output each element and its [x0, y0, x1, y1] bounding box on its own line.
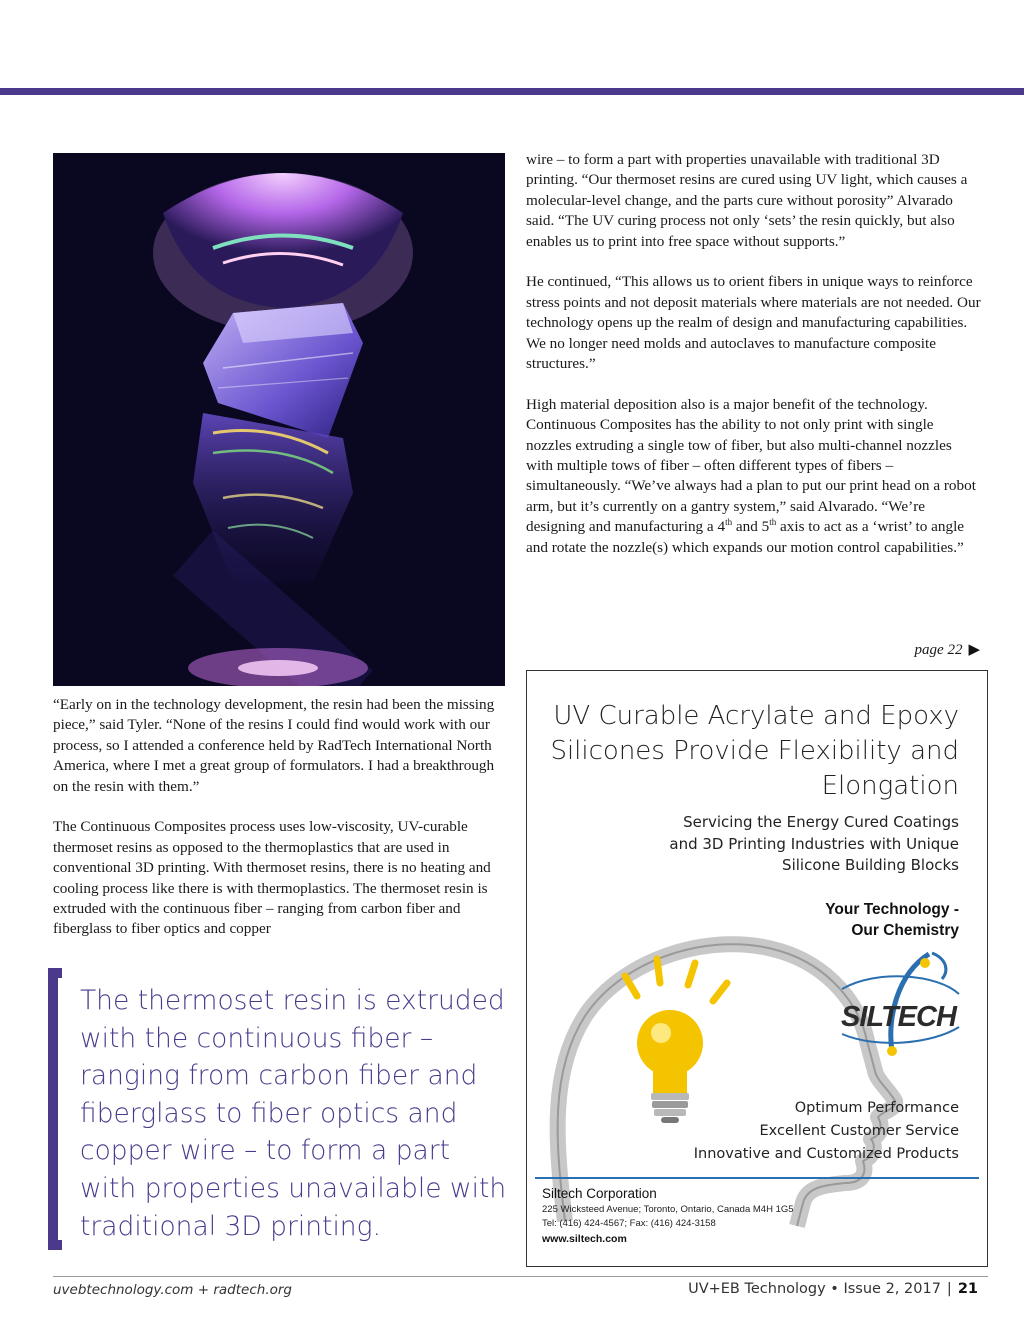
logo-wordmark: SILTECH: [841, 1001, 956, 1033]
ad-subheadline-line: Servicing the Energy Cured Coatings: [683, 813, 959, 831]
footer-publication-info: [688, 1281, 978, 1297]
article-paragraph: wire – to form a part with properties unavailable with traditional 3D printing. “Our thermoset resins are cured using UV light, which causes a molecular-level change, and the parts cure without porosity” Alvarado said. “The UV curing process not only ‘sets’ the resin quickly, but also enables us to print into free space without supports.”: [526, 151, 968, 250]
ad-company-name: Siltech Corporation: [542, 1186, 657, 1201]
ad-headline: UV Curable Acrylate and Epoxy Silicones Provide Flexibility and Elongation: [550, 701, 959, 801]
article-paragraph: “Early on in the technology development, the resin had been the missing piece,” said Tyler. “None of the resins I could find would work with our process, so I attended a conference held by RadTech International North America, where I met a great group of formulators. I had a breakthrough on the resin with them.”: [53, 696, 495, 795]
ad-tagline-line: Our Chemistry: [851, 922, 959, 939]
footer-separator: |: [946, 1281, 952, 1297]
ad-tagline-line: Your Technology -: [825, 901, 959, 918]
pull-quote-bracket: [48, 968, 62, 1250]
photo-illustration: [53, 153, 505, 686]
header-rule: [0, 88, 1024, 95]
article-photo: [53, 153, 505, 686]
article-right-column: [526, 150, 981, 578]
ad-phone: Tel: (416) 424-4567; Fax: (416) 424-3158: [542, 1218, 716, 1229]
ordinal-suffix: th: [725, 517, 733, 528]
continued-label: page 22: [914, 642, 963, 658]
article-paragraph: The Continuous Composites process uses low-viscosity, UV-curable thermoset resins as opposed to the thermoplastics that are used in conventional 3D printing. With thermoset resins, there is no heating and cooling process like there is with thermoplastics. The thermoset resin is extruded with the continuous fiber – ranging from carbon fiber and fiberglass to fiber optics and copper: [53, 818, 491, 938]
article-paragraph: [526, 395, 981, 558]
article-left-column: [53, 695, 508, 960]
footer-rule: [53, 1276, 988, 1277]
publication-name: UV+EB Technology • Issue 2, 2017: [688, 1281, 941, 1297]
page-number: 21: [957, 1281, 978, 1297]
benefit-item: Innovative and Customized Products: [693, 1146, 959, 1162]
article-paragraph: He continued, “This allows us to orient fibers in unique ways to reinforce stress points and not deposit materials where materials are not needed. Our technology opens up the realm of design and manufacturing capabilities. We no longer need molds and autoclaves to manufacture composite structures.”: [526, 273, 981, 373]
ad-address: 225 Wicksteed Avenue; Toronto, Ontario, Canada M4H 1G5: [542, 1204, 794, 1215]
ordinal-suffix: th: [769, 517, 777, 528]
siltech-advertisement[interactable]: [526, 670, 988, 1267]
play-arrow-icon: ▶: [968, 642, 980, 658]
benefit-item: Excellent Customer Service: [759, 1123, 959, 1139]
ad-divider: [535, 1177, 979, 1179]
footer-websites[interactable]: uvebtechnology.com + radtech.org: [53, 1282, 292, 1298]
pull-quote: The thermoset resin is extruded with the continuous fiber – ranging from carbon fiber and fiberglass to fiber optics and copper wire – to form a part with properties unavailable with traditional 3D printing.: [80, 985, 507, 1242]
continued-link[interactable]: [880, 640, 980, 660]
ad-subheadline-line: and 3D Printing Industries with Unique: [669, 834, 959, 853]
siltech-logo: [837, 949, 962, 1059]
ad-benefits: [659, 1097, 959, 1166]
benefit-item: Optimum Performance: [794, 1100, 959, 1116]
ad-website-link[interactable]: www.siltech.com: [542, 1233, 627, 1245]
article-text: axis to act as a ‘wrist’ to angle and rotate the nozzle(s) which expands our motion control capabilities.”: [526, 518, 965, 556]
ad-subheadline: [539, 812, 959, 877]
article-text: High material deposition also is a major benefit of the technology. Continuous Composites has the ability to not only print with single nozzles extruding a single tow of fiber, but also multi-channel nozzles with multiple tows of fiber – often different types of fibers – simultaneously. “We’ve always had a plan to put our print head on a robot arm, but it’s currently on a gantry system,” said Alvarado. “We’re designing and manufacturing a 4: [526, 395, 976, 536]
article-text: and 5: [732, 518, 770, 536]
ad-subheadline-line: Silicone Building Blocks: [782, 856, 959, 874]
